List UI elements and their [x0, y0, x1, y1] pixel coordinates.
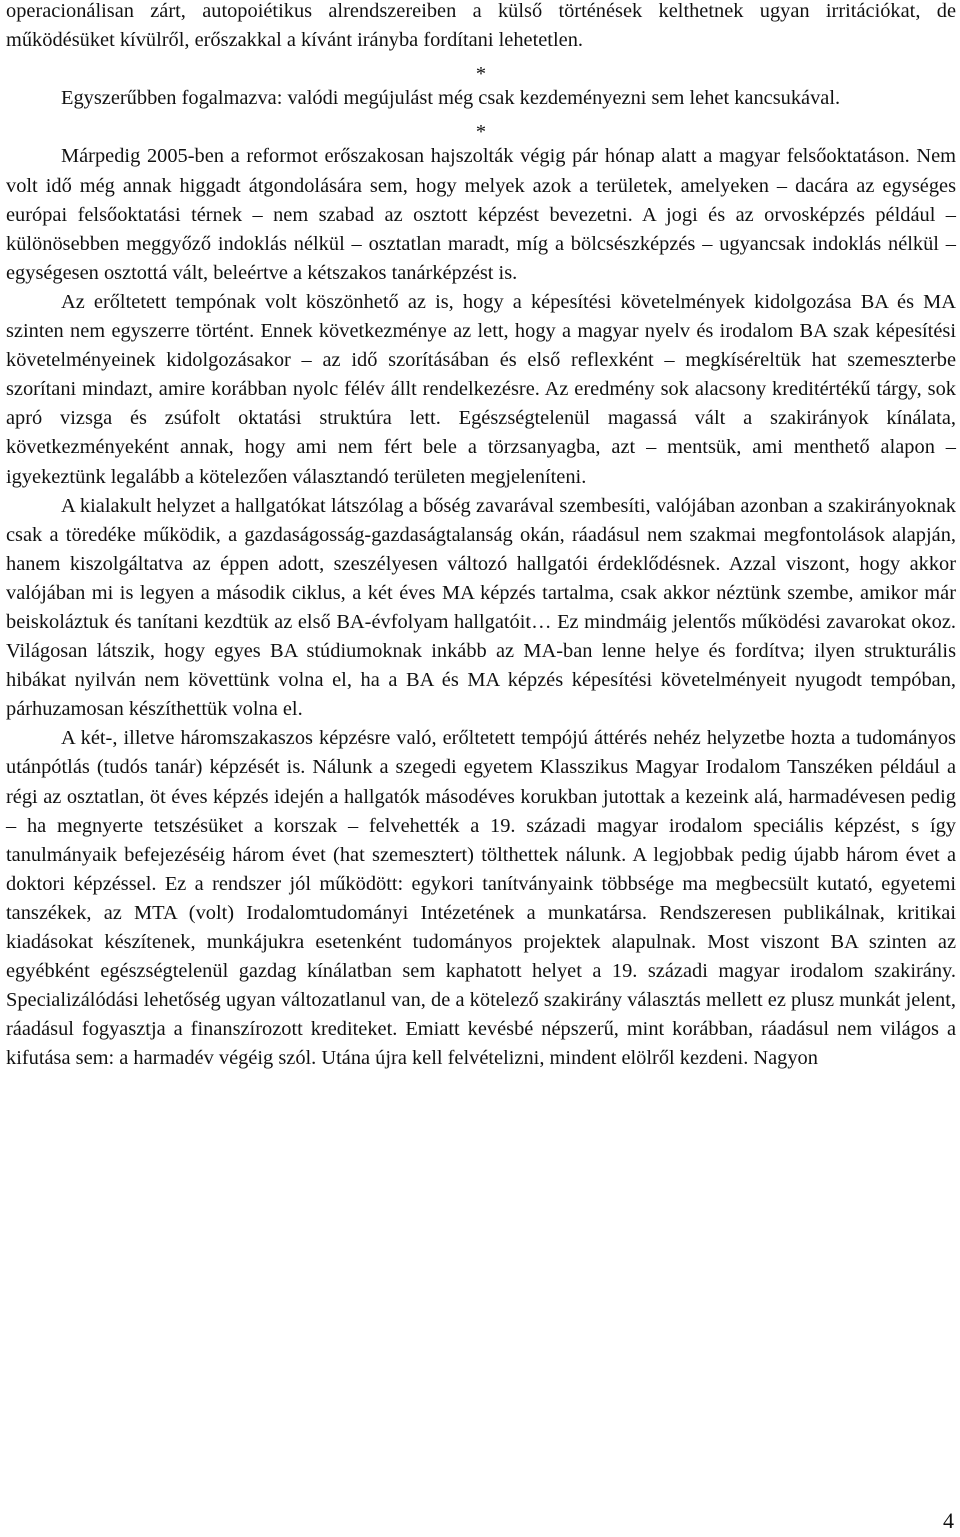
paragraph: A kialakult helyzet a hallgatókat látszólag a bőség zavarával szembesíti, valójában azonban a szakirányoknak csak a töredéke működik, a gazdaságosság-gazdaságtalanság okán, ráadásul nem szakmai megfontolások alapján, hanem kiszolgáltatva az éppen adott, szeszélyesen változó hallgatói érdeklődésnek. Azzal viszont, hogy akkor valójában mi is legyen a második ciklus, a két éves MA képzés tartalma, csak akkor néztünk szembe, amikor már beiskoláztuk és tanítani kezdtük az első BA-évfolyam hallgatóit… Ez mindmáig jelentős működési zavarokat okoz. Világosan látszik, hogy egyes BA stúdiumoknak inkább az MA-ban lenne helye és fordítva; ilyen strukturális hibákat nyilván nem követtünk volna el, ha a BA és MA képzés képesítési követelményeit nyugodt tempóban, párhuzamosan készíthettük volna el.: [6, 494, 956, 721]
paragraph: Az erőltetett tempónak volt köszönhető az is, hogy a képesítési követelmények kidolgozása BA és MA szinten nem egyszerre történt. Ennek következménye az lett, hogy a magyar nyelv és irodalom BA szak képesítési követelményeinek kidolgozásakor – az idő szorításában és első reflexként – megkíséreltük hat szemeszterbe szorítani mindazt, amire korábban nyolc félév állt rendelkezésre. Az eredmény sok alacsony kreditértékű tárgy, sok apró vizsga és zsúfolt oktatási struktúra lett. Egészségtelenül magassá vált a szakirányok kínálata, következményeként annak, hogy ami nem fért bele a törzsanyagba, azt – mentsük, ami menthető alapon – igyekeztünk legalább a kötelezően választandó területen megjeleníteni.: [6, 290, 956, 488]
paragraph: operacionálisan zárt, autopoiétikus alrendszereiben a külső történések kelthetnek ugyan irritációkat, de működésüket kívülről, erőszakkal a kívánt irányba fordítani lehetetlen.: [6, 0, 956, 52]
paragraph: Egyszerűbben fogalmazva: valódi megújulást még csak kezdeményezni sem lehet kancsukával.: [61, 87, 841, 110]
paragraph: A két-, illetve háromszakaszos képzésre való, erőltetett tempójú áttérés nehéz helyzetbe hozta a tudományos utánpótlás (tudós tanár) képzését is. Nálunk a szegedi egyetem Klasszikus Magyar Irodalom Tanszéken például a régi az osztatlan, öt éves képzés idején a hallgatók másodéves korukban jutottak a kezeink alá, harmadévesen pedig – ha megnyerte tetszésüket a korszak – felvehették a 19. századi magyar irodalom speciális képzést, s így tanulmányaik befejezéséig három évet (hat szemesztert) tölthettek nálunk. A legjobbak pedig újabb három évet a doktori képzéssel. Ez a rendszer jól működött: egykori tanítványaink többsége ma megbecsült kutató, egyetemi tanszékek, az MTA (volt) Irodalomtudományi Intézetének a munkatársa. Rendszeresen publikálnak, kritikai kiadásokat készítenek, munkájukra esetenként tudományos projektek alapulnak. Most viszont BA szinten az egyébként egészségtelenül gazdag kínálatban sem kaphatott helyet a 19. századi magyar irodalom szakirány. Specializálódási lehetőség ugyan változatlanul van, de a kötelező szakirány választás mellett ez plusz munkát jelent, ráadásul fogyasztja a finanszírozott krediteket. Emiatt kevésbé népszerű, mint korábban, ráadásul nem világos a kifutása sem: a harmadév végéig szól. Utána újra kell felvételizni, mindent elölről kezdeni. Nagyon: [6, 727, 956, 1070]
document-body: [6, 0, 956, 1073]
section-separator: *: [475, 63, 487, 86]
section-separator: *: [475, 121, 487, 144]
page-number: 4: [943, 1508, 954, 1533]
paragraph: Márpedig 2005-ben a reformot erőszakosan hajszolták végig pár hónap alatt a magyar felsőoktatáson. Nem volt idő még annak higgadt átgondolására sem, hogy melyek azok a területek, amelyeken – dacára az egységes európai felsőoktatási térnek – nem szabad az osztott képzést bevezetni. A jogi és az orvosképzés például – különösebben meggyőző indoklás nélkül – osztatlan maradt, míg a bölcsészképzés – ugyancsak indoklás nélkül – egységesen osztottá vált, beleértve a kétszakos tanárképzést is.: [6, 145, 956, 284]
